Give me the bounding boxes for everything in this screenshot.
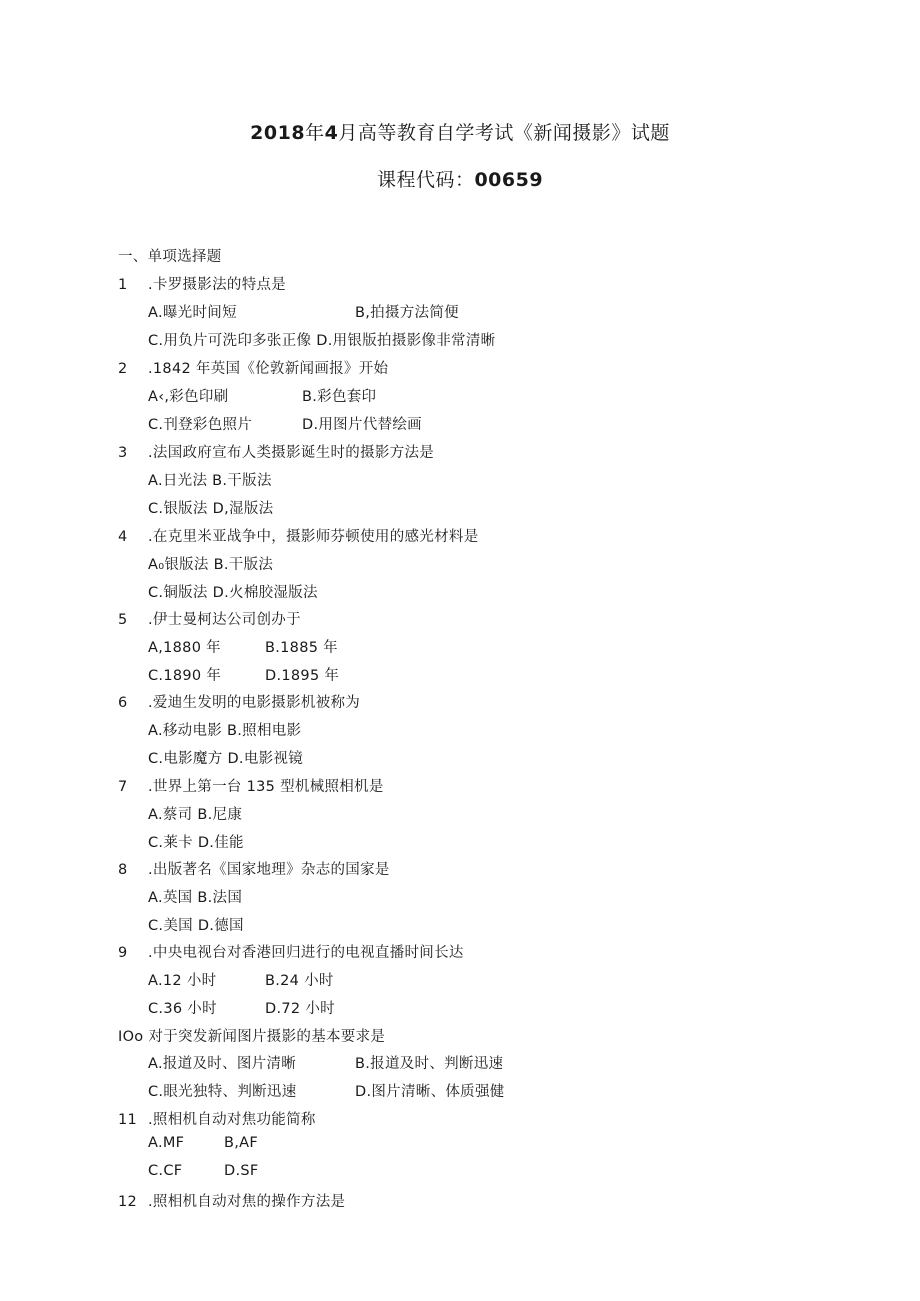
question-10 <box>118 1025 385 1046</box>
option: A.日光法 B.干版法 <box>148 473 272 489</box>
option: C.1890 年 <box>148 668 222 684</box>
option: C.眼光独特、判断迅速 <box>148 1084 297 1100</box>
question-text: .法国政府宣布人类摄影诞生时的摄影方法是 <box>148 445 435 461</box>
question-number: 11 <box>118 1112 138 1128</box>
question-text: 对于突发新闻图片摄影的基本要求是 <box>148 1029 386 1045</box>
title-month: 4 <box>324 122 339 144</box>
option: B.1885 年 <box>265 640 338 656</box>
option: C.电影魔方 D.电影视镜 <box>148 751 304 767</box>
question-number: 6 <box>118 695 128 711</box>
section-title: 一、单项选择题 <box>118 249 222 265</box>
option: C.美国 D.德国 <box>148 918 244 934</box>
option: A,1880 年 <box>148 640 221 656</box>
question-6 <box>118 691 360 712</box>
option: C.铜版法 D.火棉胶湿版法 <box>148 585 318 601</box>
option: B,AF <box>224 1135 259 1151</box>
option: C.银版法 D,湿版法 <box>148 501 274 517</box>
option: D.SF <box>224 1163 259 1179</box>
question-number: 1 <box>118 277 128 293</box>
option: C.刊登彩色照片 <box>148 417 253 433</box>
course-code <box>0 165 920 192</box>
option: B,拍摄方法简便 <box>355 305 459 321</box>
question-5 <box>118 608 301 629</box>
question-text: .在克里米亚战争中，摄影师芬顿使用的感光材料是 <box>148 529 479 545</box>
question-11 <box>118 1108 316 1129</box>
question-text: .爱迪生发明的电影摄影机被称为 <box>148 695 361 711</box>
exam-title <box>0 118 920 145</box>
option: A₀银版法 B.干版法 <box>148 557 274 573</box>
question-text: .出版著名《国家地理》杂志的国家是 <box>148 862 390 878</box>
question-number: 4 <box>118 529 128 545</box>
question-number: 7 <box>118 779 128 795</box>
question-7 <box>118 775 384 796</box>
title-year-suffix: 年 <box>305 122 325 144</box>
question-text: .1842 年英国《伦敦新闻画报》开始 <box>148 361 389 377</box>
question-number: 12 <box>118 1194 138 1210</box>
option: A.蔡司 B.尼康 <box>148 807 243 823</box>
option: A.移动电影 B.照相电影 <box>148 723 302 739</box>
question-number: 9 <box>118 945 128 961</box>
option: C.CF <box>148 1163 183 1179</box>
option: B.彩色套印 <box>302 389 377 405</box>
option: A.MF <box>148 1135 185 1151</box>
question-text: .照相机自动对焦的操作方法是 <box>148 1194 346 1210</box>
option: D.1895 年 <box>265 668 340 684</box>
course-code-value: 00659 <box>474 169 544 191</box>
question-number: IOo <box>118 1029 144 1045</box>
question-8 <box>118 858 390 879</box>
question-12 <box>118 1190 345 1211</box>
question-text: .伊士曼柯达公司创办于 <box>148 612 301 628</box>
option: A‹,彩色印刷 <box>148 389 229 405</box>
title-rest: 月高等教育自学考试《新闻摄影》试题 <box>338 122 670 144</box>
question-text: .照相机自动对焦功能简称 <box>148 1112 316 1128</box>
option: A.英国 B.法国 <box>148 890 243 906</box>
option: C.莱卡 D.佳能 <box>148 835 244 851</box>
option: C.用负片可洗印多张正像 D.用银版拍摄影像非常清晰 <box>148 333 496 349</box>
question-9 <box>118 941 464 962</box>
question-number: 2 <box>118 361 128 377</box>
question-2 <box>118 357 388 378</box>
option: B.24 小时 <box>265 973 334 989</box>
option: D.图片清晰、体质强健 <box>355 1084 505 1100</box>
option: A.曝光时间短 <box>148 305 237 321</box>
option: D.用图片代替绘画 <box>302 417 422 433</box>
question-3 <box>118 441 434 462</box>
question-text: .世界上第一台 135 型机械照相机是 <box>148 779 384 795</box>
question-text: .中央电视台对香港回归进行的电视直播时间长达 <box>148 945 464 961</box>
question-number: 8 <box>118 862 128 878</box>
option: A.12 小时 <box>148 973 217 989</box>
option: C.36 小时 <box>148 1001 217 1017</box>
title-year: 2018 <box>250 122 306 144</box>
option: D.72 小时 <box>265 1001 335 1017</box>
option: A.报道及时、图片清晰 <box>148 1056 297 1072</box>
question-1 <box>118 273 286 294</box>
question-text: .卡罗摄影法的特点是 <box>148 277 287 293</box>
question-number: 3 <box>118 445 128 461</box>
option: B.报道及时、判断迅速 <box>355 1056 504 1072</box>
question-4 <box>118 525 479 546</box>
course-code-label: 课程代码： <box>376 169 475 191</box>
question-number: 5 <box>118 612 128 628</box>
